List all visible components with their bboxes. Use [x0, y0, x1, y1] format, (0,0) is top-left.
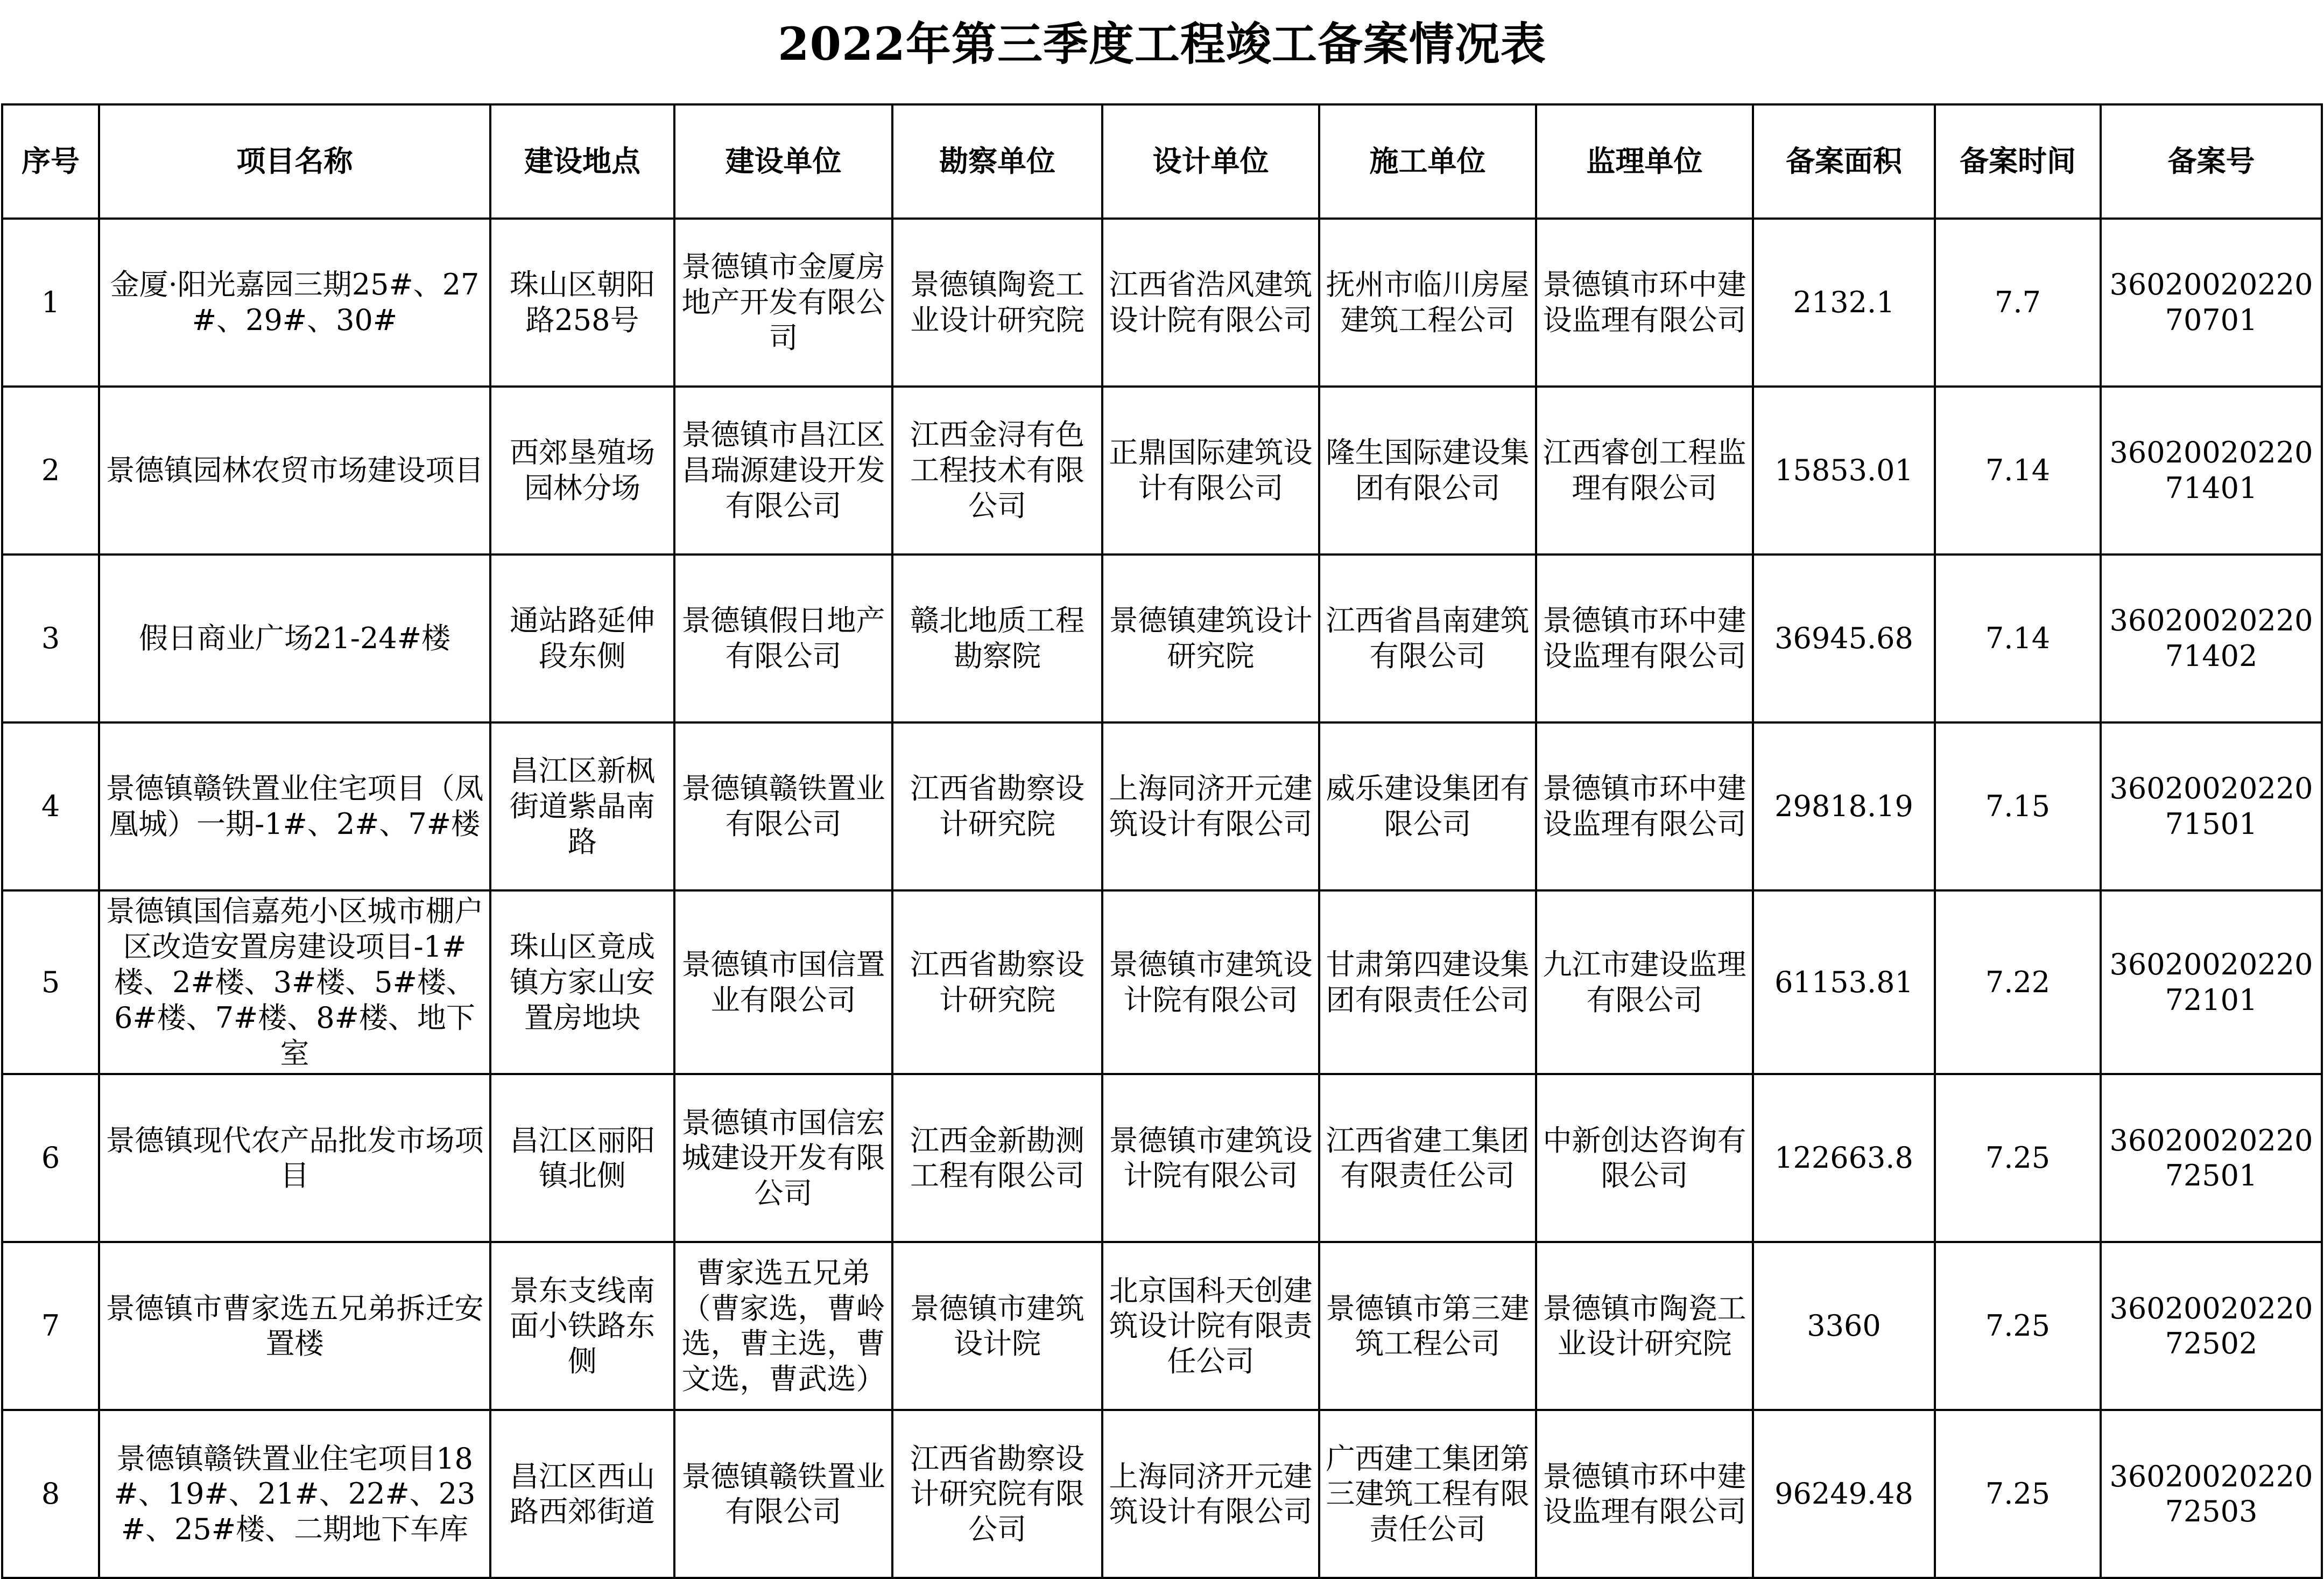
cell-date: 7.25 — [1935, 1410, 2101, 1578]
cell-construction: 广西建工集团第三建筑工程有限责任公司 — [1319, 1410, 1536, 1578]
cell-construction: 抚州市临川房屋建筑工程公司 — [1319, 219, 1536, 387]
cell-survey: 江西金浔有色工程技术有限公司 — [892, 387, 1102, 555]
cell-area: 61153.81 — [1753, 890, 1935, 1074]
cell-seq: 3 — [2, 555, 99, 722]
cell-builder: 曹家选五兄弟（曹家选，曹岭选，曹主选，曹文选，曹武选） — [674, 1242, 892, 1410]
cell-record-no: 3602002022072101 — [2101, 890, 2322, 1074]
cell-seq: 4 — [2, 722, 99, 890]
header-project: 项目名称 — [99, 104, 490, 219]
table-row — [2, 722, 2322, 890]
cell-location: 珠山区竟成镇方家山安置房地块 — [490, 890, 674, 1074]
cell-location: 昌江区西山路西郊街道 — [490, 1410, 674, 1578]
cell-project: 景德镇市曹家选五兄弟拆迁安置楼 — [99, 1242, 490, 1410]
cell-survey: 江西省勘察设计研究院有限公司 — [892, 1410, 1102, 1578]
cell-area: 2132.1 — [1753, 219, 1935, 387]
cell-project: 景德镇赣铁置业住宅项目（凤凰城）一期-1#、2#、7#楼 — [99, 722, 490, 890]
cell-date: 7.15 — [1935, 722, 2101, 890]
cell-seq: 6 — [2, 1074, 99, 1242]
cell-area: 96249.48 — [1753, 1410, 1935, 1578]
cell-record-no: 3602002022072501 — [2101, 1074, 2322, 1242]
cell-seq: 1 — [2, 219, 99, 387]
table-row — [2, 555, 2322, 722]
header-construction: 施工单位 — [1319, 104, 1536, 219]
cell-location: 通站路延伸段东侧 — [490, 555, 674, 722]
header-row — [2, 104, 2322, 219]
cell-date: 7.22 — [1935, 890, 2101, 1074]
cell-date: 7.14 — [1935, 387, 2101, 555]
header-builder: 建设单位 — [674, 104, 892, 219]
cell-survey: 江西省勘察设计研究院 — [892, 890, 1102, 1074]
cell-construction: 威乐建设集团有限公司 — [1319, 722, 1536, 890]
cell-design: 正鼎国际建筑设计有限公司 — [1102, 387, 1319, 555]
cell-construction: 江西省昌南建筑有限公司 — [1319, 555, 1536, 722]
header-location: 建设地点 — [490, 104, 674, 219]
cell-date: 7.25 — [1935, 1242, 2101, 1410]
table-row — [2, 890, 2322, 1074]
cell-seq: 8 — [2, 1410, 99, 1578]
cell-seq: 5 — [2, 890, 99, 1074]
cell-design: 景德镇市建筑设计院有限公司 — [1102, 1074, 1319, 1242]
cell-record-no: 3602002022071401 — [2101, 387, 2322, 555]
cell-builder: 景德镇市昌江区昌瑞源建设开发有限公司 — [674, 387, 892, 555]
cell-design: 景德镇建筑设计研究院 — [1102, 555, 1319, 722]
cell-project: 假日商业广场21-24#楼 — [99, 555, 490, 722]
cell-project: 金厦·阳光嘉园三期25#、27#、29#、30# — [99, 219, 490, 387]
cell-supervision: 景德镇市环中建设监理有限公司 — [1536, 722, 1753, 890]
cell-survey: 江西省勘察设计研究院 — [892, 722, 1102, 890]
cell-builder: 景德镇市国信置业有限公司 — [674, 890, 892, 1074]
cell-builder: 景德镇市金厦房地产开发有限公司 — [674, 219, 892, 387]
cell-project: 景德镇国信嘉苑小区城市棚户区改造安置房建设项目-1#楼、2#楼、3#楼、5#楼、6#楼、7#楼、8#楼、地下室 — [99, 890, 490, 1074]
cell-location: 昌江区丽阳镇北侧 — [490, 1074, 674, 1242]
header-date: 备案时间 — [1935, 104, 2101, 219]
cell-area: 3360 — [1753, 1242, 1935, 1410]
header-area: 备案面积 — [1753, 104, 1935, 219]
completion-record-table — [1, 103, 2323, 1579]
cell-location: 西郊垦殖场园林分场 — [490, 387, 674, 555]
cell-date: 7.7 — [1935, 219, 2101, 387]
cell-seq: 7 — [2, 1242, 99, 1410]
cell-area: 122663.8 — [1753, 1074, 1935, 1242]
cell-supervision: 九江市建设监理有限公司 — [1536, 890, 1753, 1074]
table-row — [2, 1074, 2322, 1242]
cell-design: 上海同济开元建筑设计有限公司 — [1102, 1410, 1319, 1578]
cell-survey: 江西金新勘测工程有限公司 — [892, 1074, 1102, 1242]
cell-supervision: 景德镇市环中建设监理有限公司 — [1536, 555, 1753, 722]
table-row — [2, 387, 2322, 555]
cell-area: 36945.68 — [1753, 555, 1935, 722]
page-title: 2022年第三季度工程竣工备案情况表 — [778, 17, 1546, 71]
cell-area: 29818.19 — [1753, 722, 1935, 890]
cell-survey: 赣北地质工程勘察院 — [892, 555, 1102, 722]
cell-builder: 景德镇赣铁置业有限公司 — [674, 722, 892, 890]
header-supervision: 监理单位 — [1536, 104, 1753, 219]
cell-location: 昌江区新枫街道紫晶南路 — [490, 722, 674, 890]
table-row — [2, 1242, 2322, 1410]
cell-construction: 甘肃第四建设集团有限责任公司 — [1319, 890, 1536, 1074]
cell-design: 上海同济开元建筑设计有限公司 — [1102, 722, 1319, 890]
cell-builder: 景德镇假日地产有限公司 — [674, 555, 892, 722]
cell-design: 江西省浩风建筑设计院有限公司 — [1102, 219, 1319, 387]
cell-record-no: 3602002022071402 — [2101, 555, 2322, 722]
header-record-no: 备案号 — [2101, 104, 2322, 219]
cell-project: 景德镇现代农产品批发市场项目 — [99, 1074, 490, 1242]
cell-seq: 2 — [2, 387, 99, 555]
cell-record-no: 3602002022070701 — [2101, 219, 2322, 387]
cell-construction: 隆生国际建设集团有限公司 — [1319, 387, 1536, 555]
cell-location: 珠山区朝阳路258号 — [490, 219, 674, 387]
cell-builder: 景德镇市国信宏城建设开发有限公司 — [674, 1074, 892, 1242]
cell-builder: 景德镇赣铁置业有限公司 — [674, 1410, 892, 1578]
cell-design: 景德镇市建筑设计院有限公司 — [1102, 890, 1319, 1074]
cell-date: 7.25 — [1935, 1074, 2101, 1242]
cell-project: 景德镇赣铁置业住宅项目18#、19#、21#、22#、23#、25#楼、二期地下车库 — [99, 1410, 490, 1578]
cell-design: 北京国科天创建筑设计院有限责任公司 — [1102, 1242, 1319, 1410]
cell-location: 景东支线南面小铁路东侧 — [490, 1242, 674, 1410]
header-survey: 勘察单位 — [892, 104, 1102, 219]
cell-survey: 景德镇市建筑设计院 — [892, 1242, 1102, 1410]
table-row — [2, 219, 2322, 387]
cell-record-no: 3602002022071501 — [2101, 722, 2322, 890]
cell-supervision: 中新创达咨询有限公司 — [1536, 1074, 1753, 1242]
cell-construction: 江西省建工集团有限责任公司 — [1319, 1074, 1536, 1242]
cell-date: 7.14 — [1935, 555, 2101, 722]
cell-area: 15853.01 — [1753, 387, 1935, 555]
header-design: 设计单位 — [1102, 104, 1319, 219]
cell-survey: 景德镇陶瓷工业设计研究院 — [892, 219, 1102, 387]
cell-record-no: 3602002022072503 — [2101, 1410, 2322, 1578]
header-seq: 序号 — [2, 104, 99, 219]
cell-construction: 景德镇市第三建筑工程公司 — [1319, 1242, 1536, 1410]
cell-supervision: 江西睿创工程监理有限公司 — [1536, 387, 1753, 555]
cell-supervision: 景德镇市环中建设监理有限公司 — [1536, 219, 1753, 387]
cell-supervision: 景德镇市环中建设监理有限公司 — [1536, 1410, 1753, 1578]
table-row — [2, 1410, 2322, 1578]
cell-supervision: 景德镇市陶瓷工业设计研究院 — [1536, 1242, 1753, 1410]
cell-project: 景德镇园林农贸市场建设项目 — [99, 387, 490, 555]
cell-record-no: 3602002022072502 — [2101, 1242, 2322, 1410]
